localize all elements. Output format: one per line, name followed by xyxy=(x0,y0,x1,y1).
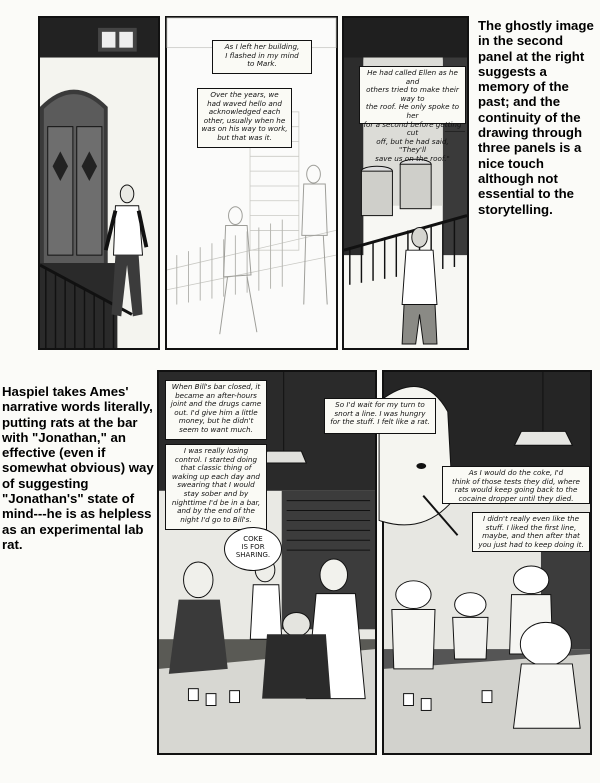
commentary-bottom: Haspiel takes Ames' narrative words literally, putting rats at the bar with "Jonathan," an effective (even if somewhat obvious) way of suggesting "Jonathan's" state of mind---he is as helpless as an experimental lab rat. xyxy=(2,384,154,552)
caption-p3-a: He had called Ellen as he and others tried to make their way to the roof. He only spoke to her for a second before getting cut off, but he had said, "They'll save us on the roof." xyxy=(359,66,466,124)
speech-balloon-coke: COKE IS FOR SHARING. xyxy=(224,527,282,571)
caption-p5-a: So I'd wait for my turn to snort a line. I was hungry for the stuff. I felt like a rat. xyxy=(324,398,436,434)
panel-rats-bar xyxy=(330,370,592,755)
caption-p5-b: As I would do the coke, I'd think of those tests they did, where rats would keep going back to the cocaine dropper until they died. xyxy=(442,466,590,504)
panel-walking-away xyxy=(342,16,469,350)
commentary-top: The ghostly image in the second panel at the right suggests a memory of the past; and the continuity of the drawing through three panels is a nice touch although not essential to the storytelling. xyxy=(478,18,594,217)
caption-p2-b: Over the years, we had waved hello and acknowledged each other, usually when he was on his way to work, but that was it. xyxy=(197,88,292,148)
panel-doorway-art xyxy=(40,18,158,348)
panel-ghost-memory xyxy=(165,16,338,350)
caption-p4-a: When Bill's bar closed, it became an after-hours joint and the drugs came out. I'd give him a little money, but he didn't seem to want much. xyxy=(165,380,267,440)
caption-p4-b: I was really losing control. I started doing that classic thing of waking up each day and swearing that I would stay sober and by nighttime I'd be in a bar, and by the end of the night I'd go to Bill's. xyxy=(165,444,267,530)
panel-doorway xyxy=(38,16,160,350)
caption-p5-c: I didn't really even like the stuff. I liked the first line, maybe, and then after that you just had to keep doing it. xyxy=(472,512,590,552)
caption-p2-a: As I left her building, I flashed in my mind to Mark. xyxy=(212,40,312,74)
